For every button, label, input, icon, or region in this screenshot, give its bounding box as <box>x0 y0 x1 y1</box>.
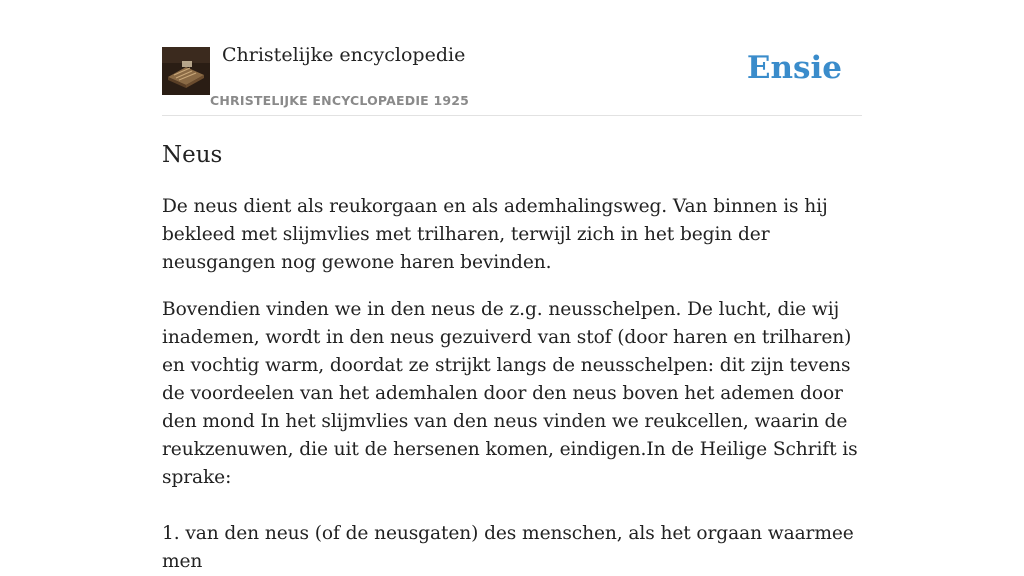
article-paragraph: De neus dient als reukorgaan en als ademhalingsweg. Van binnen is hij bekleed met slijmvlies met trilharen, terwijl zich in het begin der neusgangen nog gewone haren bevinden. <box>162 196 828 273</box>
article-list-item: 1. van den neus (of de neusgaten) des menschen, als het orgaan waarmee men <box>162 523 854 572</box>
book-icon <box>162 47 210 95</box>
ensie-logo-link[interactable]: Ensie <box>746 50 842 86</box>
source-title[interactable]: Christelijke encyclopedie <box>222 44 466 66</box>
article-paragraph: Bovendien vinden we in den neus de z.g. neusschelpen. De lucht, die wij inademen, wordt in den neus gezuiverd van stof (door haren en trilharen) en vochtig warm, doordat ze strijkt langs de neusschelpen: dit zijn tevens de voordeelen van het ademhalen door den neus boven het ademen door den mond In het slijmvlies van den neus vinden we reukcellen, waarin de reukzenuwen, die uit de hersenen komen, eindigen.In de Heilige Schrift is sprake: <box>162 299 858 488</box>
source-subtitle[interactable]: CHRISTELIJKE ENCYCLOPAEDIE 1925 <box>210 93 470 108</box>
article-title: Neus <box>162 142 223 168</box>
source-avatar[interactable] <box>162 47 210 95</box>
header <box>162 0 862 116</box>
content-column <box>162 0 862 576</box>
